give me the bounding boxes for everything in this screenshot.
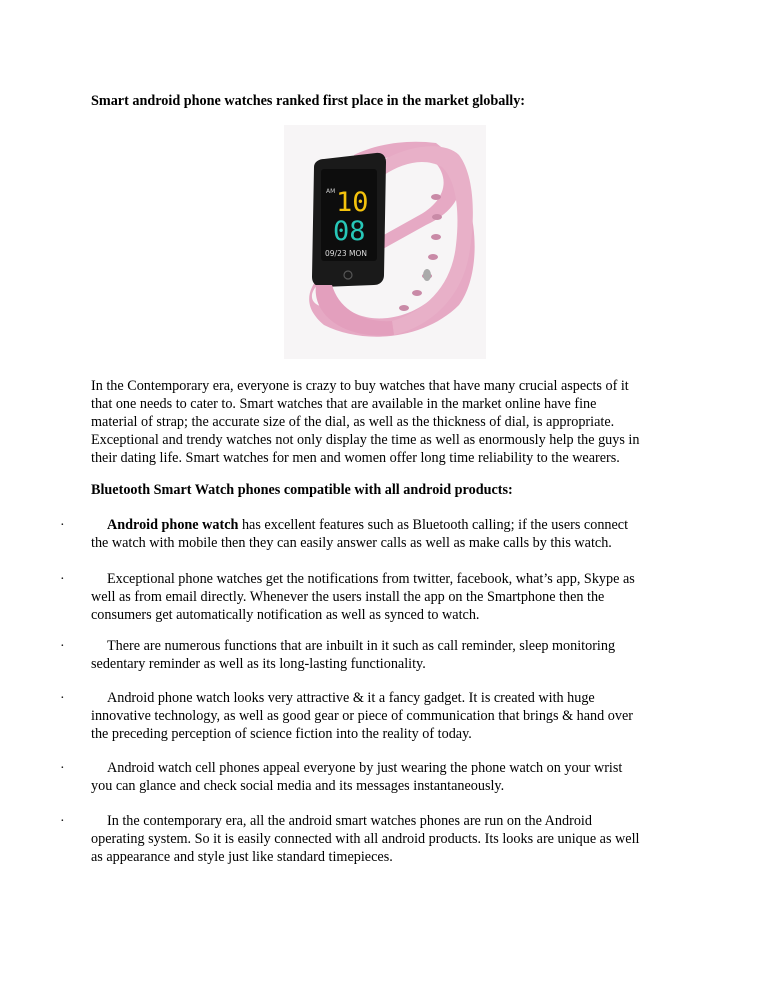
- bullet-line: There are numerous functions that are inbuilt in it such as call reminder, sleep monitoring: [107, 638, 616, 654]
- section-heading-2: Bluetooth Smart Watch phones compatible with all android products:: [91, 482, 513, 498]
- intro-line: their dating life. Smart watches for men and women offer long time reliability to the wearers.: [91, 450, 620, 466]
- screen-minute: 08: [333, 216, 366, 247]
- bullet-line: well as from email directly. Whenever the users install the app on the Smartphone then the: [91, 589, 605, 605]
- smart-watch-illustration: [284, 125, 486, 359]
- buckle-pin: [423, 269, 431, 281]
- section-heading-1: Smart android phone watches ranked first place in the market globally:: [91, 93, 526, 109]
- intro-paragraph: [91, 377, 691, 467]
- strap-lower: [316, 285, 394, 336]
- bullet-item-3: [91, 637, 701, 673]
- bullet-marker: ·: [60, 761, 65, 776]
- bullet-line: Android phone watch looks very attractive & it a fancy gadget. It is created with huge: [107, 690, 595, 706]
- bullet-item-4: [91, 689, 701, 743]
- screen-date: 09/23 MON: [325, 249, 367, 258]
- bullet-line: you can glance and check social media and its messages instantaneously.: [91, 778, 505, 794]
- screen-hour: 10: [336, 187, 369, 218]
- bullet-line: Exceptional phone watches get the notifications from twitter, facebook, what’s app, Skype as: [107, 571, 635, 587]
- bullet-line: operating system. So it is easily connected with all android products. Its looks are unique as well: [91, 831, 640, 847]
- bullet-line: as appearance and style just like standard timepieces.: [91, 849, 393, 865]
- bullet-item-2: [91, 570, 701, 624]
- intro-line: Exceptional and trendy watches not only display the time as well as enormously help the guys in: [91, 432, 640, 448]
- bullet-line: has excellent features such as Bluetooth calling; if the users connect: [238, 517, 629, 533]
- smart-watch-image: [284, 125, 486, 359]
- bullet-line: consumers get automatically notification as well as synced to watch.: [91, 607, 480, 623]
- bullet-marker: ·: [60, 518, 65, 533]
- bullet-marker: ·: [60, 691, 65, 706]
- bullet-line: In the contemporary era, all the android smart watches phones are run on the Android: [107, 813, 592, 829]
- bullet-line: sedentary reminder as well as its long-lasting functionality.: [91, 656, 426, 672]
- intro-line: that one needs to cater to. Smart watches that are available in the market online have fine: [91, 396, 597, 412]
- bullet-bold-term: Android phone watch: [107, 517, 239, 533]
- bullet-line: the watch with mobile then they can easily answer calls as well as make calls by this watch.: [91, 535, 612, 551]
- bullet-line: Android watch cell phones appeal everyone by just wearing the phone watch on your wrist: [107, 760, 623, 776]
- bullet-item-6: [91, 812, 701, 866]
- bullet-line: the preceding perception of science fiction into the reality of today.: [91, 726, 472, 742]
- screen-am-label: AM: [326, 188, 336, 195]
- bullet-marker: ·: [60, 639, 65, 654]
- bullet-marker: ·: [60, 572, 65, 587]
- intro-line: material of strap; the accurate size of the dial, as well as the thickness of dial, is appropriate.: [91, 414, 615, 430]
- bullet-line: innovative technology, as well as good gear or piece of communication that brings & hand over: [91, 708, 633, 724]
- intro-line: In the Contemporary era, everyone is crazy to buy watches that have many crucial aspects of it: [91, 378, 629, 394]
- bullet-item-1: [91, 516, 701, 552]
- bullet-item-5: [91, 759, 701, 795]
- bullet-marker: ·: [60, 814, 65, 829]
